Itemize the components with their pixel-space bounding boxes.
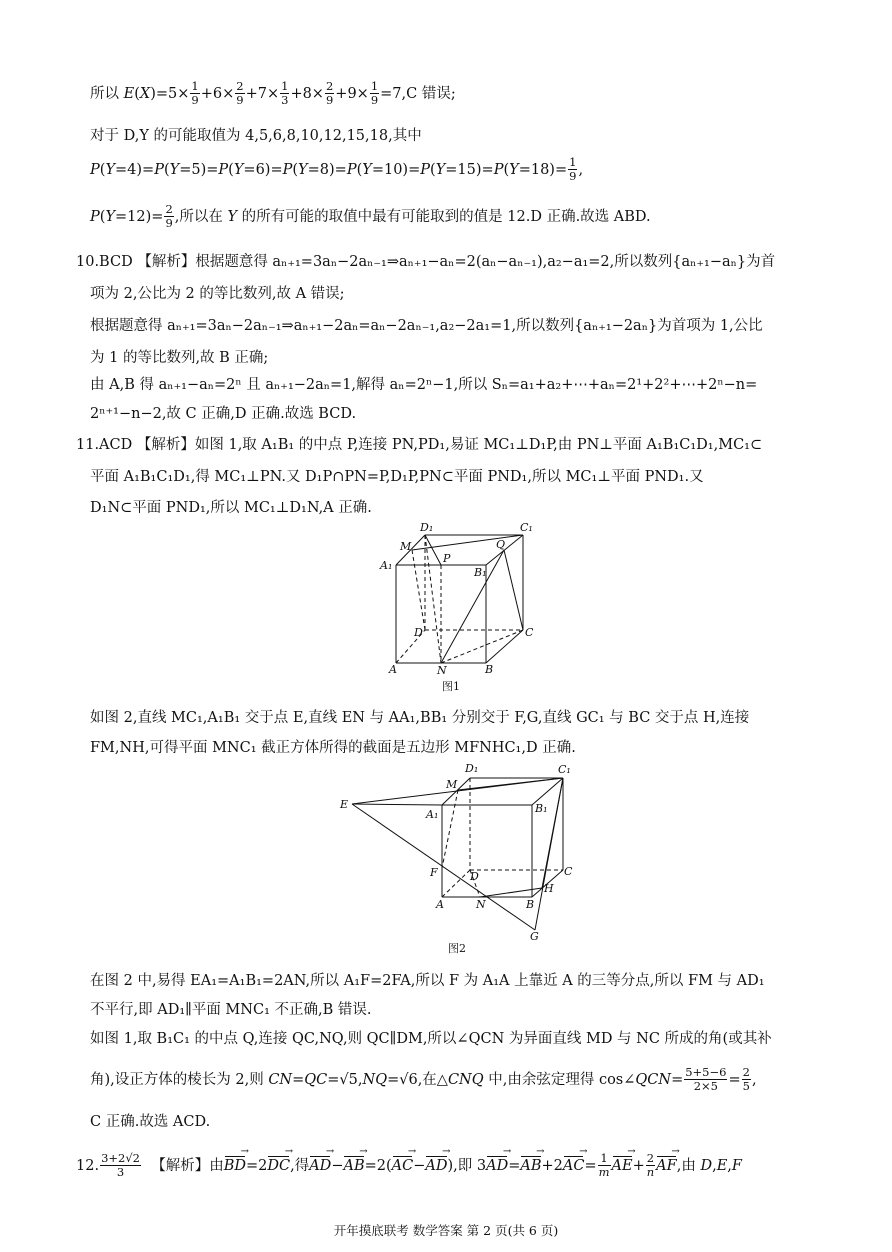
fig2-label: D₁ [465, 762, 479, 775]
fig1-label: P [443, 552, 451, 565]
fig1-label: N [437, 664, 447, 677]
text-line [76, 1152, 742, 1179]
fig2-label: H [544, 882, 554, 895]
fig1-label: D [414, 626, 423, 639]
text-line [90, 706, 749, 727]
text-line [90, 402, 356, 423]
fig2-label: F [430, 866, 438, 879]
fig2-caption: 图2 [448, 942, 466, 955]
line-text: 为 1 的等比数列,故 B 正确; [90, 350, 269, 366]
cube-figure-2 [330, 760, 590, 960]
cube-figure-1 [370, 520, 540, 695]
text-line [90, 496, 372, 517]
text-line [90, 998, 371, 1019]
fig2-label: A₁ [426, 808, 439, 821]
line-text: 根据题意得 aₙ₊₁=3aₙ−2aₙ₋₁⇒aₙ₊₁−2aₙ=aₙ−2aₙ₋₁,a₂−2a₁=1,所以数列{aₙ₊₁−2aₙ}为首项为 1,公比 [90, 318, 763, 334]
line-text: 11.ACD 【解析】如图 1,取 A₁B₁ 的中点 P,连接 PN,PD₁,易证 MC₁⊥D₁P,由 PN⊥平面 A₁B₁C₁D₁,MC₁⊂ [76, 437, 763, 453]
fig2-label: D [470, 870, 479, 883]
fig2-label: A [436, 898, 444, 911]
line-text: 在图 2 中,易得 EA₁=A₁B₁=2AN,所以 A₁F=2FA,所以 F 为 A₁A 上靠近 A 的三等分点,所以 FM 与 AD₁ [90, 973, 765, 989]
line-text: 如图 1,取 B₁C₁ 的中点 Q,连接 QC,NQ,则 QC∥DM,所以∠QCN 为异面直线 MD 与 NC 所成的角(或其补 [90, 1031, 772, 1047]
text-line [76, 433, 762, 454]
fig1-label: B₁ [474, 566, 487, 579]
line-text: 平面 A₁B₁C₁D₁,得 MC₁⊥PN.又 D₁P∩PN=P,D₁P,PN⊂平面 PND₁,所以 MC₁⊥平面 PND₁.又 [90, 469, 704, 485]
text-line [90, 1110, 210, 1131]
line-text: 对于 D,Y 的可能取值为 4,5,6,8,10,12,15,18,其中 [90, 128, 422, 144]
text-line [90, 156, 583, 183]
line-text: D₁N⊂平面 PND₁,所以 MC₁⊥D₁N,A 正确. [90, 500, 372, 516]
text-line [90, 80, 456, 107]
cube-figure-2-svg [330, 760, 590, 960]
fig1-label: Q [496, 538, 506, 551]
text-line [90, 969, 765, 990]
page-footer: 开年摸底联考 数学答案 第 2 页(共 6 页) [333, 1223, 559, 1238]
fig1-caption: 图1 [442, 680, 460, 693]
text-line [90, 1066, 757, 1093]
text-line [90, 465, 704, 486]
text-line [90, 373, 757, 394]
fig1-label: A [389, 663, 397, 676]
line-render: 角),设正方体的棱长为 2,则 CN=QC=√5,NQ=√6,在△CNQ 中,由余弦定理得 cos∠QCN= $\frac{5+5-6}{2\times 5}$ = $\frac{2}{5}$ , [90, 1065, 757, 1094]
text-line [90, 346, 268, 367]
fig2-label: G [530, 930, 539, 943]
line-render: 12. $\frac{3+2√2}{3}$ 【解析】由BD →=2DC →,得AD →−AB →=2(AC →−AD →),即 3AD →=AB →+2AC →= $\frac{1}{m}$ AE →+ $\frac{2}{n}$ AF →,由 D,E,F [76, 1158, 742, 1174]
line-text: FM,NH,可得平面 MNC₁ 截正方体所得的截面是五边形 MFNHC₁,D 正确. [90, 740, 576, 756]
text-line [76, 250, 775, 271]
line-text: 项为 2,公比为 2 的等比数列,故 A 错误; [90, 286, 345, 302]
line-text: 由 A,B 得 aₙ₊₁−aₙ=2ⁿ 且 aₙ₊₁−2aₙ=1,解得 aₙ=2ⁿ−1,所以 Sₙ=a₁+a₂+⋯+aₙ=2¹+2²+⋯+2ⁿ−n= [90, 377, 758, 393]
fig1-label: A₁ [380, 559, 393, 572]
text-line [90, 282, 345, 303]
fig2-label: M [446, 778, 458, 791]
fig2-label: C [564, 865, 573, 878]
text-line [90, 203, 651, 230]
fig2-label: B [526, 898, 535, 911]
fig2-label: N [476, 898, 486, 911]
text-line [90, 124, 422, 145]
fig1-label: C₁ [520, 521, 533, 534]
line-render: 所以 E(X)=5× $\frac{1}{9}$ +6× $\frac{2}{9}$ +7× $\frac{1}{3}$ +8× $\frac{2}{9}$ +9× $\frac{1}{9}$ =7,C 错误; [90, 79, 456, 108]
fig1-label: D₁ [420, 521, 434, 534]
line-text: 如图 2,直线 MC₁,A₁B₁ 交于点 E,直线 EN 与 AA₁,BB₁ 分别交于 F,G,直线 GC₁ 与 BC 交于点 H,连接 [90, 710, 750, 726]
fig2-label: E [340, 798, 349, 811]
line-text: 10.BCD 【解析】根据题意得 aₙ₊₁=3aₙ−2aₙ₋₁⇒aₙ₊₁−aₙ=2(aₙ−aₙ₋₁),a₂−a₁=2,所以数列{aₙ₊₁−aₙ}为首 [76, 254, 776, 270]
fig2-label: C₁ [558, 763, 571, 776]
cube-figure-1-svg [370, 520, 540, 695]
line-text: 不平行,即 AD₁∥平面 MNC₁ 不正确,B 错误. [90, 1002, 372, 1018]
text-line [90, 314, 763, 335]
fig1-label: M [400, 540, 412, 553]
fig1-label: B [485, 663, 494, 676]
text-line [90, 1027, 772, 1048]
line-render: P(Y=4)=P(Y=5)=P(Y=6)=P(Y=8)=P(Y=10)=P(Y=15)=P(Y=18)= $\frac{1}{9}$ , [90, 155, 584, 184]
fig1-label: C [525, 626, 534, 639]
line-text: C 正确.故选 ACD. [90, 1114, 211, 1130]
fig2-label: B₁ [535, 802, 548, 815]
line-text: 2ⁿ⁺¹−n−2,故 C 正确,D 正确.故选 BCD. [90, 406, 357, 422]
line-render: P(Y=12)= $\frac{2}{9}$ ,所以在 Y 的所有可能的取值中最有可能取到的值是 12.D 正确.故选 ABD. [90, 202, 651, 231]
text-line [90, 736, 576, 757]
